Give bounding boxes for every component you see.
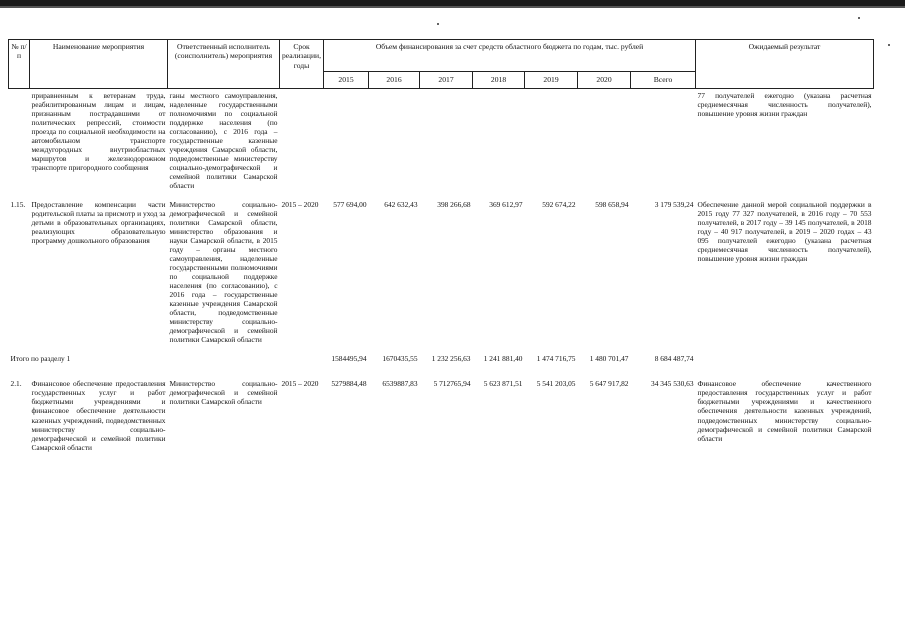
subtotal-value-2018: 1 241 881,40 bbox=[483, 354, 523, 364]
row-value-total: 3 179 539,24 bbox=[654, 199, 694, 209]
row-value-2019: 5 541 203,05 bbox=[536, 379, 576, 389]
subtotal-value-2020: 1 480 701,47 bbox=[589, 354, 629, 364]
header-responsible: Ответственный исполнитель (соисполнитель) мероприятия bbox=[168, 40, 280, 89]
header-year-2018: 2018 bbox=[473, 72, 525, 89]
row-result: Обеспечение данной мерой социальной поддержки в 2015 году 77 327 получателей, в 2016 году – 70 553 получателей, в 2017 году – 39 145 получателей, в 2018 году – 40 917 получателей, в 2019 – 2020 годах – 43 095 получателей ежегодно (указана расчетная среднемесячная численность получателей), повышение уровня жизни граждан bbox=[697, 199, 872, 264]
row-number: 2.1. bbox=[10, 379, 22, 389]
row-name: Финансовое обеспечение предоставления государственных услуг и работ бюджетными учреждениями и финансовое обеспечение деятельности казенных учреждений, подведомственных министерству социально-демографической и семейной политики Самарской области bbox=[31, 379, 166, 452]
row-value-2018: 5 623 871,51 bbox=[483, 379, 523, 389]
funding-table bbox=[8, 39, 874, 452]
row-value-2019 bbox=[525, 91, 578, 190]
table-row bbox=[9, 91, 874, 190]
header-no: № п/п bbox=[9, 40, 30, 89]
subtotal-value-2017: 1 232 256,63 bbox=[431, 354, 471, 364]
row-number bbox=[9, 91, 30, 190]
row-value-2016 bbox=[369, 91, 420, 190]
subtotal-value-2019: 1 474 716,75 bbox=[536, 354, 576, 364]
header-total: Всего bbox=[631, 72, 696, 89]
header-funding: Объем финансирования за счет средств областного бюджета по годам, тыс. рублей bbox=[324, 40, 696, 72]
row-value-2020: 5 647 917,82 bbox=[589, 379, 629, 389]
row-value-2018 bbox=[473, 91, 525, 190]
row-responsible: Министерство социально-демографической и семейной политики Самарской области bbox=[169, 379, 278, 407]
row-name: приравненным к ветеранам труда, реабилитированным лицам и лицам, признанным пострадавшими от политических репрессий, стоимости проезда по социальной необходимости на автомобильном транспорте междугородных внутриобластных маршрутов и железнодорожном транспорте пригородного сообщения bbox=[31, 90, 166, 172]
header-result: Ожидаемый результат bbox=[696, 40, 874, 89]
row-value-2016: 642 632,43 bbox=[384, 199, 418, 209]
subtotal-value-2015: 1584495,94 bbox=[331, 354, 367, 364]
row-responsible: ганы местного самоуправления, наделенные государственными полномочиями по социальной поддержке населения (по согласованию), с 2016 года – государственные казенные учреждения Самарской области, подведомственные министерству социально-демографической и семейной политики Самарской области bbox=[169, 90, 278, 190]
header-year-2017: 2017 bbox=[420, 72, 473, 89]
subtotal-value-total: 8 684 487,74 bbox=[654, 354, 694, 364]
row-period bbox=[280, 91, 324, 190]
row-value-2016: 6539887,83 bbox=[382, 379, 418, 389]
scan-speck bbox=[888, 44, 890, 46]
scan-speck bbox=[437, 23, 439, 25]
subtotal-value-2016: 1670435,55 bbox=[382, 354, 418, 364]
row-value-2017: 5 712765,94 bbox=[433, 379, 471, 389]
row-period: 2015 – 2020 bbox=[281, 199, 319, 209]
header-year-2020: 2020 bbox=[578, 72, 631, 89]
scan-top-edge-shadow bbox=[0, 6, 905, 8]
subtotal-label: Итого по разделу 1 bbox=[10, 354, 71, 364]
row-value-total bbox=[631, 91, 696, 190]
row-value-2015: 577 694,00 bbox=[333, 199, 367, 209]
row-value-2020: 598 658,94 bbox=[595, 199, 629, 209]
header-year-2019: 2019 bbox=[525, 72, 578, 89]
header-year-2015: 2015 bbox=[324, 72, 369, 89]
row-responsible: Министерство социально-демографической и семейной политики Самарской области, министерство образования и науки Самарской области, в 2015 году – органы местного самоуправления, наделенные государственными полномочиями по социальной поддержке населения (по согласованию), с 2016 года – государственные казенные учреждения Самарской области, подведомственные министерству социально-демографической и семейной политики Самарской области bbox=[169, 199, 278, 345]
row-value-2015 bbox=[324, 91, 369, 190]
row-name: Предоставление компенсации части родительской платы за присмотр и уход за детьми в образовательных организациях, реализующих образовательную программу дошкольного образования bbox=[31, 199, 166, 245]
table-row bbox=[9, 200, 874, 345]
row-value-2017 bbox=[420, 91, 473, 190]
scan-speck bbox=[858, 17, 860, 19]
row-value-2020 bbox=[578, 91, 631, 190]
subtotal-row bbox=[9, 354, 874, 363]
row-result: 77 получателей ежегодно (указана расчетная среднемесячная численность получателей), повышение уровня жизни граждан bbox=[697, 90, 872, 118]
row-period: 2015 – 2020 bbox=[281, 379, 319, 389]
row-value-2015: 5279884,48 bbox=[331, 379, 367, 389]
row-value-2018: 369 612,97 bbox=[489, 199, 523, 209]
header-period: Срок реализации, годы bbox=[280, 40, 324, 89]
table-row bbox=[9, 379, 874, 451]
row-value-total: 34 345 530,63 bbox=[651, 379, 694, 389]
row-value-2017: 398 266,68 bbox=[437, 199, 471, 209]
row-number: 1.15. bbox=[10, 199, 26, 209]
header-year-2016: 2016 bbox=[369, 72, 420, 89]
row-result: Финансовое обеспечение качественного предоставления государственных услуг и работ бюджетными учреждениями и качественного обеспечения деятельности казенных учреждений, подведомственных министерству социально-демографической и семейной политики Самарской области bbox=[697, 379, 872, 443]
row-value-2019: 592 674,22 bbox=[542, 199, 576, 209]
header-name: Наименование мероприятия bbox=[30, 40, 168, 89]
